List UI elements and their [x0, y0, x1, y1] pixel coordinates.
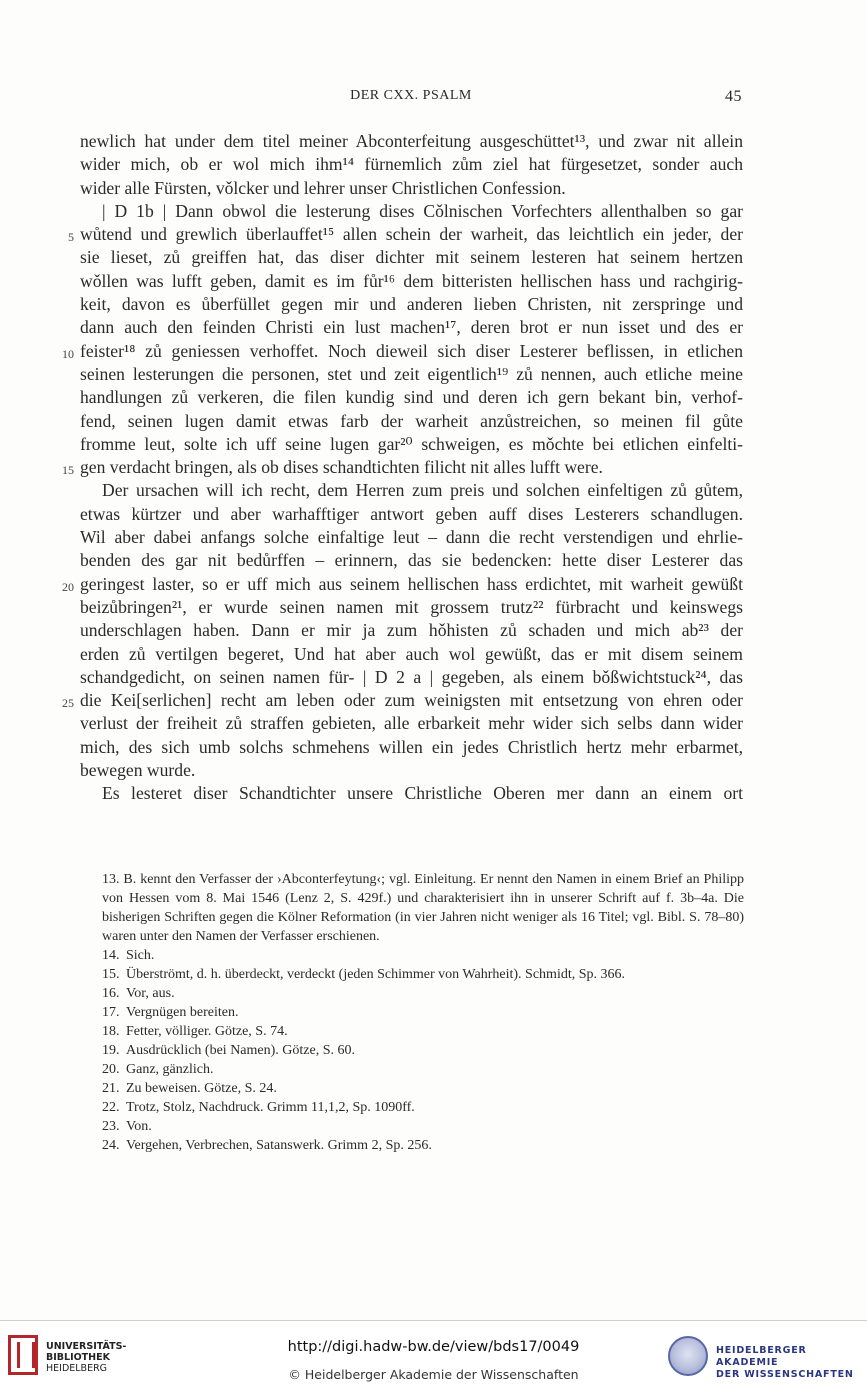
footnote-number: 22.: [102, 1100, 120, 1115]
line-number: 20: [62, 579, 74, 594]
footnote-text: Vergnügen bereiten.: [126, 1005, 239, 1020]
line-text: verlust der freiheit zů straffen gebieten, alle erbarkeit mehr wider sich selbs dann wider: [80, 713, 743, 734]
text-line: [80, 177, 743, 200]
line-number: 25: [62, 696, 74, 711]
footnote-number: 19.: [102, 1043, 120, 1058]
line-text: beizůbringen²¹, er wurde seinen namen mit grossem trutz²² fürbracht und keinswegs: [80, 596, 743, 617]
text-line: [80, 200, 743, 223]
line-text: Wil aber dabei anfangs solche einfaltige leut – dann die recht verstendigen und ehrlie-: [80, 527, 743, 548]
footnote-text: Fetter, völliger. Götze, S. 74.: [126, 1024, 288, 1039]
text-line: [80, 363, 743, 386]
line-number: 5: [68, 230, 74, 245]
footnote-number: 15.: [102, 967, 120, 982]
line-text: fromme leut, solte ich uff seine lugen gar²⁰ schweigen, es mǒchte bei etlichen einfelti-: [80, 433, 743, 454]
footnote: [80, 1003, 744, 1022]
text-line: [80, 246, 743, 269]
line-text: die Kei[serlichen] recht am leben oder zum weinigsten mit entsetzung von ehren oder: [80, 690, 743, 711]
footnote-text: Ganz, gänzlich.: [126, 1062, 214, 1077]
footnote-text: Zu beweisen. Götze, S. 24.: [126, 1081, 277, 1096]
line-text: feister¹⁸ zů geniessen verhoffet. Noch dieweil sich diser Lesterer beflissen, in etlichen: [80, 340, 743, 361]
permalink-url[interactable]: http://digi.hadw-bw.de/view/bds17/0049: [287, 1339, 580, 1355]
text-line: [80, 293, 743, 316]
text-line: [80, 596, 743, 619]
line-text: Der ursachen will ich recht, dem Herren zum preis und solchen einfeltigen zů gůtem,: [102, 480, 743, 501]
footnote-text: Trotz, Stolz, Nachdruck. Grimm 11,1,2, Sp. 1090ff.: [126, 1100, 415, 1115]
line-text: dann auch den feinden Christi ein lust machen¹⁷, deren brot er nun isset und des er: [80, 317, 743, 338]
line-text: handlungen zů verkeren, die filen kundig sind und deren ich gern bekant bin, verhof-: [80, 387, 743, 408]
line-text: fend, seinen lugen damit etwas farb der warheit anzůstreichen, so meinen fil gůte: [80, 410, 743, 431]
line-text: seinen lesterungen die personen, stet und zeit eigentlich¹⁹ zů nennen, auch etliche meine: [80, 363, 743, 384]
text-line: [80, 433, 743, 456]
line-text: benden des gar nit bedůrffen – erinnern, das sie bedencken: hette diser Lesterer das: [80, 550, 743, 571]
academy-name: HEIDELBERGER AKADEMIE DER WISSENSCHAFTEN: [716, 1345, 854, 1380]
line-text: gen verdacht bringen, als ob dises schandtichten filicht nit alles lufft were.: [80, 457, 603, 478]
text-line: [80, 316, 743, 339]
text-line: [80, 410, 743, 433]
text-line: [68, 223, 743, 246]
line-text: wǒllen was lufft geben, damit es im fůr¹⁶ dem bitteristen hellischen hass und rachgirig-: [80, 270, 743, 291]
footnote-number: 18.: [102, 1024, 120, 1039]
footnote-number: 21.: [102, 1081, 120, 1096]
text-line: [80, 386, 743, 409]
academy-logo-icon[interactable]: [668, 1336, 708, 1376]
text-line: [80, 759, 743, 782]
text-line: [80, 643, 743, 666]
text-line: [80, 130, 743, 153]
footnote: [80, 1117, 744, 1136]
line-text: wůtend und grewlich überlauffet¹⁵ allen schein der warheit, das leichtlich ein jeder, der: [80, 224, 743, 245]
text-line: [80, 736, 743, 759]
text-line: [62, 456, 743, 479]
line-number: 10: [62, 346, 74, 361]
line-text: Es lesteret diser Schandtichter unsere Christliche Oberen mer dann an einem ort: [102, 783, 743, 804]
footnote-text: Vor, aus.: [126, 986, 175, 1001]
line-text: wider mich, ob er wol mich ihm¹⁴ fürnemlich zům ziel hat fürgesetzet, sonder auch: [80, 154, 743, 175]
line-text: erden zů vertilgen begeret, Und hat aber auch wol gewüßt, das er mit disem seinem: [80, 643, 743, 664]
footnote: [80, 1098, 744, 1117]
text-line: [80, 666, 743, 689]
text-line: [80, 619, 743, 642]
footnote-number: 23.: [102, 1119, 120, 1134]
running-title: DER CXX. PSALM: [350, 88, 472, 103]
footnote: [80, 1060, 744, 1079]
footnote-number: 16.: [102, 986, 120, 1001]
running-header: [80, 88, 742, 110]
main-text: [62, 130, 743, 806]
footnote: [80, 965, 744, 984]
footnotes: [80, 870, 744, 1155]
line-text: | D 1b | Dann obwol die lesterung dises Cǒlnischen Vorfechters allenthalben so gar: [102, 200, 743, 221]
footnote: [80, 1041, 744, 1060]
text-line: [80, 153, 743, 176]
footnote-text: Ausdrücklich (bei Namen). Götze, S. 60.: [126, 1043, 355, 1058]
footnote-number: 20.: [102, 1062, 120, 1077]
footnote: [80, 1136, 744, 1155]
footnote-13: 13. B. kennt den Verfasser der ›Abconterfeytung‹; vgl. Einleitung. Er nennt den Namen in einem Brief an Philipp von Hessen vom 8. Mai 1546 (Lenz 2, S. 429f.) und charakterisiert ihn in unserer Schrift auf f. 3b–4a. Die bisherigen Schriften gegen die Kölner Reformation (in vier Jahren nicht weniger als 16 Titel; vgl. Bibl. S. 78–80) waren unter den Namen der Verfasser erschienen.: [102, 872, 744, 944]
footnote-number: 17.: [102, 1005, 120, 1020]
line-text: geringest laster, so er uff mich aus seinem hellischen hass erdichtet, mit warheit gewüßt: [80, 573, 743, 594]
line-text: schandgedicht, on seinen namen für- | D 2 a | gegeben, als einem bǒßwichtstuck²⁴, das: [80, 666, 743, 687]
footnote: [80, 1022, 744, 1041]
line-text: etwas kürtzer und aber warhafftiger antwort geben auff dises Lesterers schandlugen.: [80, 503, 743, 524]
page-number: 45: [725, 88, 742, 105]
footnote: [80, 984, 744, 1003]
footnote: [80, 946, 744, 965]
footnote-number: 24.: [102, 1138, 120, 1153]
footnote-text: Sich.: [126, 948, 155, 963]
university-library-name: UNIVERSITÄTS- BIBLIOTHEK HEIDELBERG: [46, 1341, 127, 1374]
line-text: newlich hat under dem titel meiner Abconterfeitung ausgeschüttet¹³, und zwar nit allein: [80, 131, 743, 151]
line-text: mich, des sich umb solchs schmehens willen ein jedes Christlich hertz mehr erbarmet,: [80, 736, 743, 757]
text-line: [62, 573, 743, 596]
line-text: sie lieset, zů greiffen hat, das diser dichter mit seinem lesteren hat seinem hertzen: [80, 247, 743, 268]
line-text: wider alle Fürsten, vǒlcker und lehrer unser Christlichen Confession.: [80, 177, 566, 198]
viewer-footer: [0, 1320, 867, 1393]
footnote: [80, 1079, 744, 1098]
text-line: [80, 270, 743, 293]
text-line: [62, 689, 743, 712]
copyright-notice: © Heidelberger Akademie der Wissenschaften: [288, 1367, 579, 1382]
text-line: [80, 712, 743, 735]
footnote-text: Vergehen, Verbrechen, Satanswerk. Grimm 2, Sp. 256.: [126, 1138, 432, 1153]
text-line: [80, 503, 743, 526]
line-text: bewegen wurde.: [80, 760, 196, 781]
text-line: [80, 549, 743, 572]
line-text: keit, davon es ůberfüllet gegen mir und anderen lieben Christen, nit zerspringe und: [80, 294, 743, 315]
footnote-text: Überströmt, d. h. überdeckt, verdeckt (jeden Schimmer von Wahrheit). Schmidt, Sp. 366.: [126, 967, 626, 982]
footnote-text: Von.: [126, 1119, 152, 1134]
footnote-number: 14.: [102, 948, 120, 963]
line-number: 15: [62, 463, 74, 478]
line-text: underschlagen haben. Dann er mir ja zum hǒhisten zů schaden und mich ab²³ der: [80, 620, 743, 641]
text-line: [80, 526, 743, 549]
text-line: [80, 782, 743, 805]
text-line: [62, 340, 743, 363]
text-line: [80, 479, 743, 502]
